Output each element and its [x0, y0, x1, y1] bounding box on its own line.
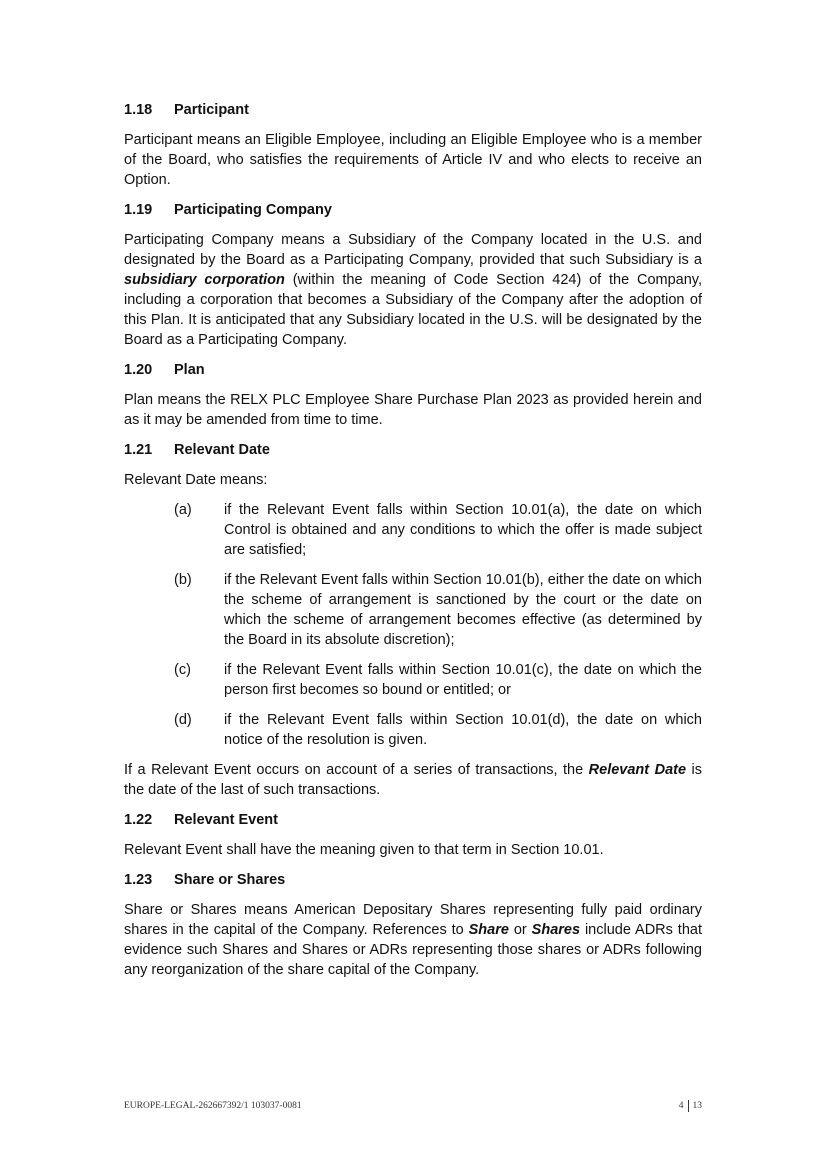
section-heading [124, 870, 702, 890]
list-item [174, 500, 702, 560]
defined-term: Relevant Date [588, 762, 687, 778]
section-heading [124, 200, 702, 220]
list-item-text: if the Relevant Event falls within Section 10.01(b), either the date on which the scheme of arrangement is sanctioned by the court or the date on which the scheme of arrangement becomes effective (as determined by the Board in its absolute discretion); [224, 572, 702, 648]
section-number: 1.19 [124, 202, 153, 218]
list-item-text: if the Relevant Event falls within Section 10.01(c), the date on which the person first becomes so bound or entitled; or [224, 662, 702, 698]
section-title: Participant [174, 102, 249, 118]
list-item-text: if the Relevant Event falls within Section 10.01(a), the date on which Control is obtained and any conditions to which the offer is made subject are satisfied; [224, 502, 702, 558]
section-heading [124, 810, 702, 830]
section-outro: If a Relevant Event occurs on account of a series of transactions, the Relevant Date is the date of the last of such transactions. [124, 762, 702, 798]
section-body: Participant means an Eligible Employee, including an Eligible Employee who is a member of the Board, who satisfies the requirements of Article IV and who elects to receive an Option. [124, 132, 702, 188]
list-item-label: (d) [174, 712, 192, 728]
defined-term: Shares [531, 922, 581, 938]
section-body: Share or Shares means American Depositary Shares representing fully paid ordinary shares in the capital of the Company. References to Share or Shares include ADRs that evidence such Shares and Shares or ADRs representing those shares or ADRs following any reorganization of the share capital of the Company. [124, 902, 702, 978]
section-number: 1.21 [124, 442, 153, 458]
section-title: Relevant Event [174, 812, 278, 828]
list-item-label: (a) [174, 502, 192, 518]
section-title: Share or Shares [174, 872, 286, 888]
section-title: Plan [174, 362, 205, 378]
list-item-label: (c) [174, 662, 191, 678]
relevant-date-list [124, 500, 702, 750]
page-number: 4 13 [678, 1101, 702, 1112]
document-page [124, 100, 702, 990]
section-heading [124, 100, 702, 120]
section-number: 1.20 [124, 362, 153, 378]
section-body: Plan means the RELX PLC Employee Share Purchase Plan 2023 as provided herein and as it may be amended from time to time. [124, 392, 702, 428]
list-item [174, 710, 702, 750]
list-item-label: (b) [174, 572, 192, 588]
section-number: 1.23 [124, 872, 153, 888]
document-id: EUROPE-LEGAL-262667392/1 103037-0081 [124, 1101, 302, 1111]
section-title: Relevant Date [174, 442, 270, 458]
section-title: Participating Company [174, 202, 332, 218]
section-number: 1.22 [124, 812, 153, 828]
section-body: Participating Company means a Subsidiary of the Company located in the U.S. and designated by the Board as a Participating Company, provided that such Subsidiary is a subsidiary corporation (within the meaning of Code Section 424) of the Company, including a corporation that becomes a Subsidiary of the Company after the adoption of this Plan. It is anticipated that any Subsidiary located in the U.S. will be designated by the Board as a Participating Company. [124, 232, 702, 348]
section-intro: Relevant Date means: [124, 472, 268, 488]
section-number: 1.18 [124, 102, 153, 118]
list-item [174, 570, 702, 650]
section-heading [124, 440, 702, 460]
list-item-text: if the Relevant Event falls within Section 10.01(d), the date on which notice of the resolution is given. [224, 712, 702, 748]
section-body: Relevant Event shall have the meaning given to that term in Section 10.01. [124, 842, 604, 858]
list-item [174, 660, 702, 700]
defined-term: Share [468, 922, 509, 938]
section-heading [124, 360, 702, 380]
page-footer [124, 1100, 702, 1112]
defined-term: subsidiary corporation [124, 272, 285, 288]
